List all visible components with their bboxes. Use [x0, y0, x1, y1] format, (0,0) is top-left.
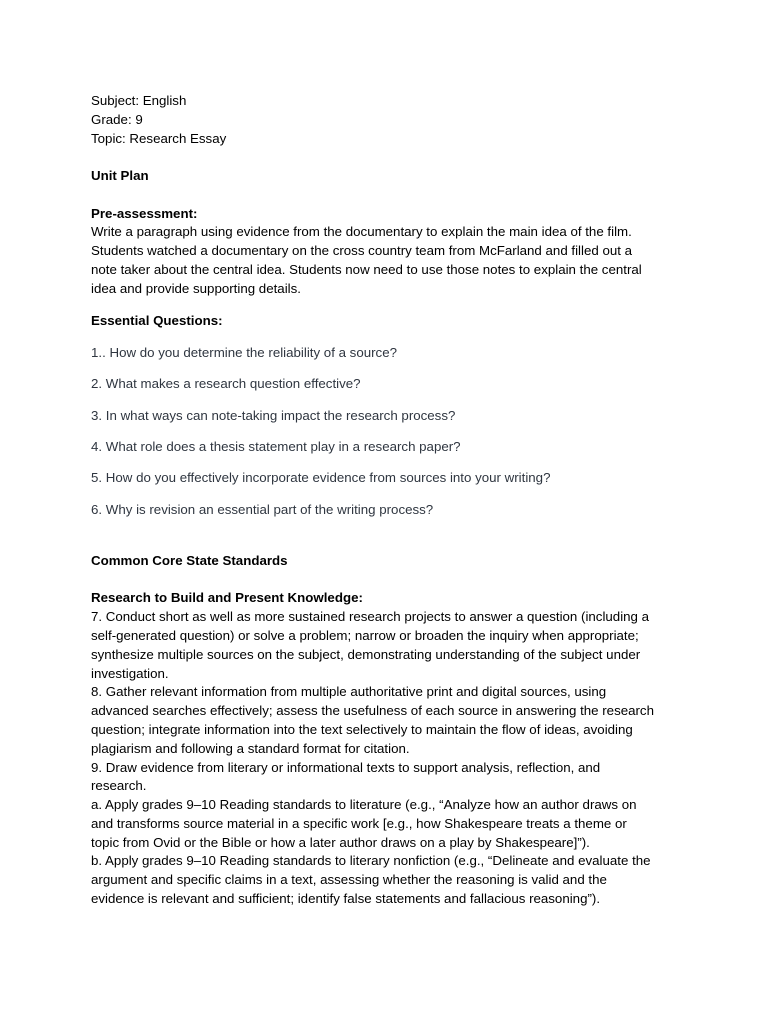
research-text-line: topic from Ovid or the Bible or how a later author draws on a play by Shakespeare]”).: [91, 835, 590, 850]
research-text-line: investigation.: [91, 666, 169, 681]
research-text-line: evidence is relevant and sufficient; identify false statements and fallacious reasoning”).: [91, 891, 601, 906]
research-text-line: plagiarism and following a standard format for citation.: [91, 741, 410, 756]
topic-line: Topic: Research Essay: [91, 131, 227, 146]
research-text-line: argument and specific claims in a text, assessing whether the reasoning is valid and the: [91, 872, 607, 887]
pre-assessment-text-line: Write a paragraph using evidence from the documentary to explain the main idea of the film.: [91, 224, 632, 239]
pre-assessment-text-line: note taker about the central idea. Students now need to use those notes to explain the central: [91, 262, 642, 277]
pre-assessment-heading: Pre-assessment:: [91, 206, 198, 221]
research-text-line: a. Apply grades 9–10 Reading standards to literature (e.g., “Analyze how an author draws on: [91, 797, 637, 812]
pre-assessment-text-line: idea and provide supporting details.: [91, 281, 301, 296]
research-text-line: synthesize multiple sources on the subject, demonstrating understanding of the subject under: [91, 647, 641, 662]
pre-assessment-text-line: Students watched a documentary on the cross country team from McFarland and filled out a: [91, 243, 633, 258]
subject-line: Subject: English: [91, 93, 187, 108]
research-heading: Research to Build and Present Knowledge:: [91, 590, 363, 605]
essential-question-item: 6. Why is revision an essential part of the writing process?: [91, 502, 434, 517]
research-text-line: advanced searches effectively; assess the usefulness of each source in answering the research: [91, 703, 654, 718]
essential-questions-heading: Essential Questions:: [91, 313, 223, 328]
essential-question-item: 5. How do you effectively incorporate evidence from sources into your writing?: [91, 470, 551, 485]
research-text-line: research.: [91, 778, 147, 793]
research-text-line: 8. Gather relevant information from multiple authoritative print and digital sources, using: [91, 684, 607, 699]
research-text-line: self-generated question) or solve a problem; narrow or broaden the inquiry when appropriate;: [91, 628, 639, 643]
research-text-line: 9. Draw evidence from literary or informational texts to support analysis, reflection, and: [91, 760, 601, 775]
essential-question-item: 2. What makes a research question effective?: [91, 376, 361, 391]
essential-question-item: 3. In what ways can note-taking impact the research process?: [91, 408, 456, 423]
research-text-line: b. Apply grades 9–10 Reading standards to literary nonfiction (e.g., “Delineate and evaluate the: [91, 853, 651, 868]
research-text-line: 7. Conduct short as well as more sustained research projects to answer a question (including a: [91, 609, 650, 624]
research-text-line: question; integrate information into the text selectively to maintain the flow of ideas, avoiding: [91, 722, 633, 737]
standards-heading: Common Core State Standards: [91, 553, 288, 568]
essential-question-item: 1.. How do you determine the reliability of a source?: [91, 345, 397, 360]
essential-question-item: 4. What role does a thesis statement play in a research paper?: [91, 439, 461, 454]
grade-line: Grade: 9: [91, 112, 143, 127]
unit-plan-heading: Unit Plan: [91, 168, 149, 183]
research-text-line: and transforms source material in a specific work [e.g., how Shakespeare treats a theme or: [91, 816, 627, 831]
